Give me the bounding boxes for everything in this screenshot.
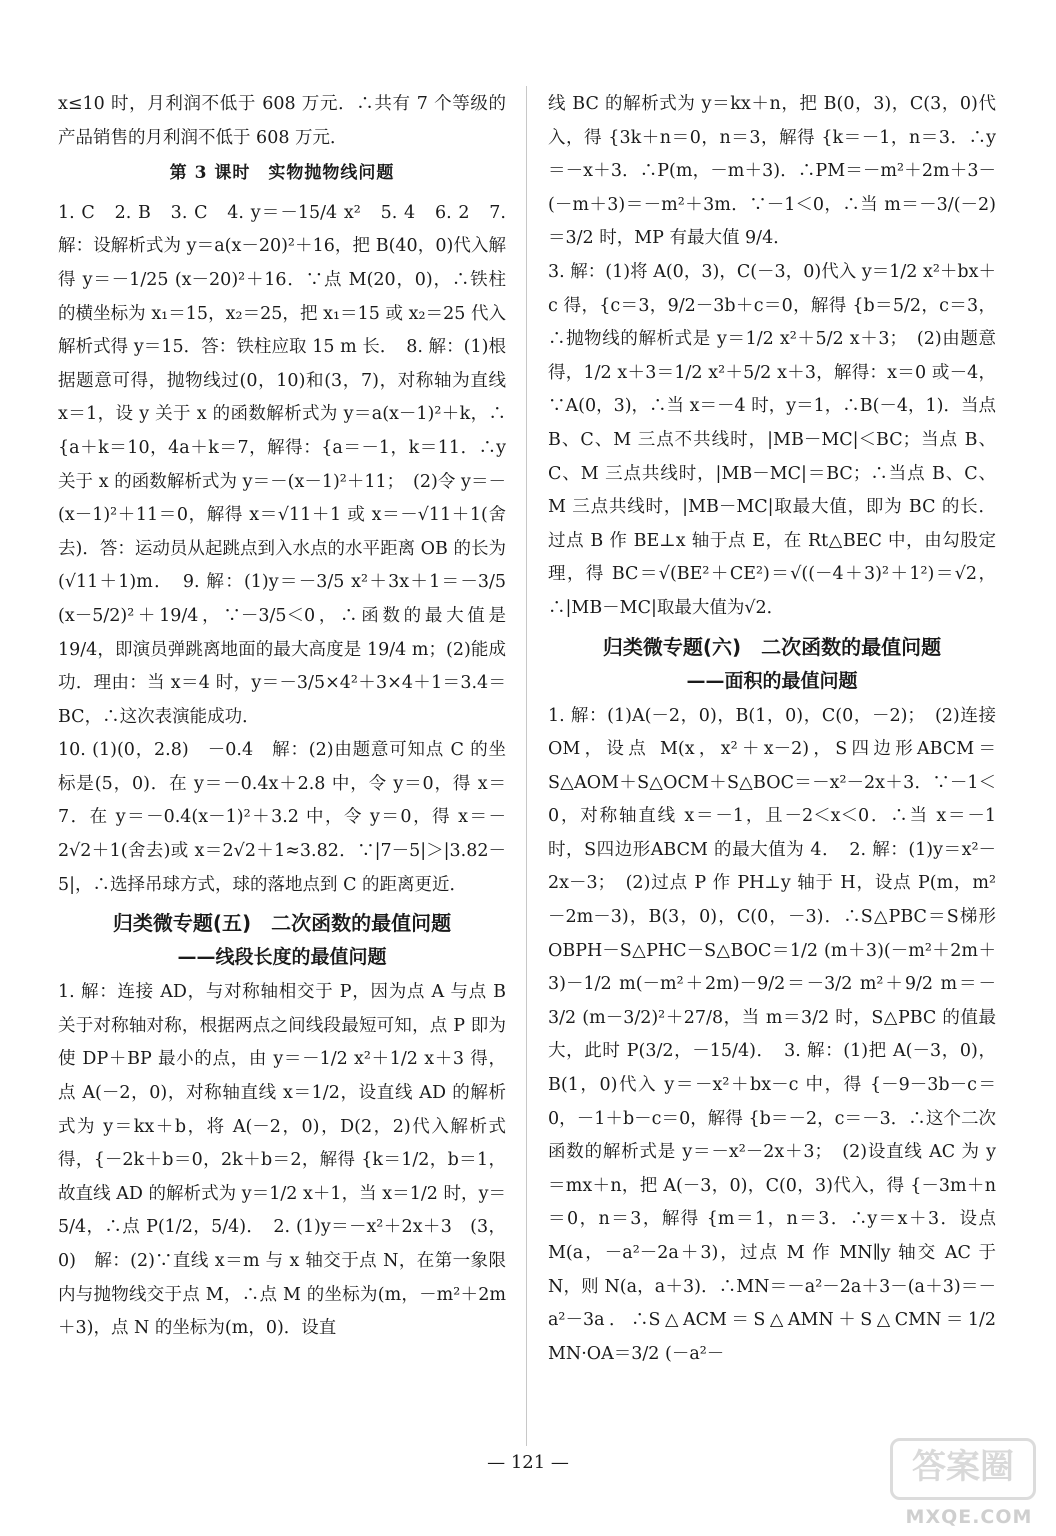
- right-paragraph-1: 线 BC 的解析式为 y＝kx＋n，把 B(0，3)，C(3，0)代入，得 {3k＋n＝0，n＝3，解得 {k＝－1，n＝3．∴y＝－x＋3．∴P(m，－m＋3)．∴PM＝－m²＋2m＋3－(－m＋3)＝－m²＋3m．∵－1＜0，∴当 m＝－3/(－2)＝3/2 时，MP 有最大值 9/4．: [548, 94, 996, 249]
- page-number: — 121 —: [487, 1452, 569, 1473]
- column-divider: [526, 86, 527, 1446]
- left-paragraph-3: 10. (1)(0，2.8) －0.4 解：(2)由题意可知点 C 的坐标是(5，0)．在 y＝－0.4x＋2.8 中，令 y＝0，得 x＝7．在 y＝－0.4(x－1)²＋3.2 中，令 y＝0，得 x＝－2√2＋1(舍去)或 x＝2√2＋1≈3.82．∵|7－5|＞|3.82－5|，∴选择吊球方式，球的落地点到 C 的距离更近．: [58, 740, 506, 895]
- left-column: [58, 88, 506, 1346]
- watermark-site: MXQE.COM: [905, 1506, 1033, 1528]
- topic-6-subtitle: ——面积的最值问题: [686, 669, 858, 692]
- right-column: [548, 88, 996, 1371]
- watermark-logo: [894, 1438, 1044, 1528]
- lesson-title: 第 3 课时 实物抛物线问题: [169, 163, 395, 184]
- left-paragraph-2: 1. C 2. B 3. C 4. y＝－15/4 x² 5. 4 6. 2 7. 解：设解析式为 y＝a(x－20)²＋16，把 B(40，0)代入解得 y＝－1/25 (x－20)²＋16．∵点 M(20，0)，∴铁柱的横坐标为 x₁＝15，x₂＝25，把 x₁＝15 或 x₂＝25 代入解析式得 y＝15．答：铁柱应取 15 m 长． 8. 解：(1)根据题意可得，抛物线过(0，10)和(3，7)，对称轴为直线 x＝1，设 y 关于 x 的函数解析式为 y＝a(x－1)²＋k，∴ {a＋k＝10，4a＋k＝7，解得：{a＝－1，k＝11．∴y 关于 x 的函数解析式为 y＝－(x－1)²＋11； (2)令 y＝－(x－1)²＋11＝0，解得 x＝√11＋1 或 x＝－√11＋1(舍去)．答：运动员从起跳点到入水点的水平距离 OB 的长为(√11＋1)m． 9. 解：(1)y＝－3/5 x²＋3x＋1＝－3/5 (x－5/2)²＋19/4，∵－3/5＜0，∴函数的最大值是 19/4，即演员弹跳离地面的最大高度是 19/4 m；(2)能成功．理由：当 x＝4 时，y＝－3/5×4²＋3×4＋1＝3.4＝BC，∴这次表演能成功．: [58, 202, 506, 727]
- topic-5-subtitle: ——线段长度的最值问题: [177, 946, 387, 969]
- right-paragraph-2: 3. 解：(1)将 A(0，3)，C(－3，0)代入 y＝1/2 x²＋bx＋c 得，{c＝3，9/2－3b＋c＝0，解得 {b＝5/2，c＝3，∴抛物线的解析式是 y＝1/2 x²＋5/2 x＋3； (2)由题意得，1/2 x＋3＝1/2 x²＋5/2 x＋3，解得：x＝0 或－4，∵A(0，3)，∴当 x＝－4 时，y＝1，∴B(－4，1)．当点 B、C、M 三点不共线时，|MB－MC|＜BC；当点 B、C、M 三点共线时，|MB－MC|＝BC；∴当点 B、C、M 三点共线时，|MB－MC|取最大值，即为 BC 的长．过点 B 作 BE⊥x 轴于点 E，在 Rt△BEC 中，由勾股定理，得 BC＝√(BE²＋CE²)＝√((－4＋3)²＋1²)＝√2，∴|MB－MC|取最大值为√2．: [548, 261, 996, 618]
- topic-6-title: 归类微专题(六) 二次函数的最值问题: [602, 634, 942, 659]
- watermark-logo-text: 答案圈: [890, 1438, 1036, 1500]
- left-paragraph-4: 1. 解：连接 AD，与对称轴相交于 P，因为点 A 与点 B 关于对称轴对称，根据两点之间线段最短可知，点 P 即为使 DP＋BP 最小的点，由 y＝－1/2 x²＋1/2 x＋3 得，点 A(－2，0)，对称轴直线 x＝1/2，设直线 AD 的解析式为 y＝kx＋b，将 A(－2，0)，D(2，2)代入解析式得，{－2k＋b＝0，2k＋b＝2，解得 {k＝1/2，b＝1，故直线 AD 的解析式为 y＝1/2 x＋1，当 x＝1/2 时，y＝5/4，∴点 P(1/2，5/4)． 2. (1)y＝－x²＋2x＋3 (3，0) 解：(2)∵直线 x＝m 与 x 轴交于点 N，在第一象限内与抛物线交于点 M，∴点 M 的坐标为(m，－m²＋2m＋3)，点 N 的坐标为(m，0)．设直: [58, 982, 506, 1339]
- left-paragraph-1: x≤10 时，月利润不低于 608 万元．∴共有 7 个等级的产品销售的月利润不低于 608 万元．: [58, 94, 506, 148]
- topic-5-title: 归类微专题(五) 二次函数的最值问题: [112, 911, 452, 936]
- right-paragraph-3: 1. 解：(1)A(－2，0)，B(1，0)，C(0，－2)； (2)连接 OM，设点 M(x，x²＋x－2)，S四边形ABCM＝S△AOM＋S△OCM＋S△BOC＝－x²－2x＋3．∵－1＜0，对称轴直线 x＝－1，且－2＜x＜0．∴当 x＝－1 时，S四边形ABCM 的最大值为 4． 2. 解：(1)y＝x²－2x－3； (2)过点 P 作 PH⊥y 轴于 H，设点 P(m，m²－2m－3)，B(3，0)，C(0，－3)．∴S△PBC＝S梯形OBPH－S△PHC－S△BOC＝1/2 (m＋3)(－m²＋2m＋3)－1/2 m(－m²＋2m)－9/2＝－3/2 m²＋9/2 m＝－3/2 (m－3/2)²＋27/8，当 m＝3/2 时，S△PBC 的值最大，此时 P(3/2，－15/4)． 3. 解：(1)把 A(－3，0)，B(1，0)代入 y＝－x²＋bx－c 中，得 {－9－3b－c＝0，－1＋b－c＝0，解得 {b＝－2，c＝－3．∴这个二次函数的解析式是 y＝－x²－2x＋3； (2)设直线 AC 为 y＝mx＋n，把 A(－3，0)，C(0，3)代入，得 {－3m＋n＝0，n＝3，解得 {m＝1，n＝3．∴y＝x＋3．设点 M(a，－a²－2a＋3)，过点 M 作 MN∥y 轴交 AC 于 N，则 N(a，a＋3)．∴MN＝－a²－2a＋3－(a＋3)＝－a²－3a．∴S△ACM＝S△AMN＋S△CMN＝1/2 MN·OA＝3/2 (－a²－: [548, 705, 996, 1364]
